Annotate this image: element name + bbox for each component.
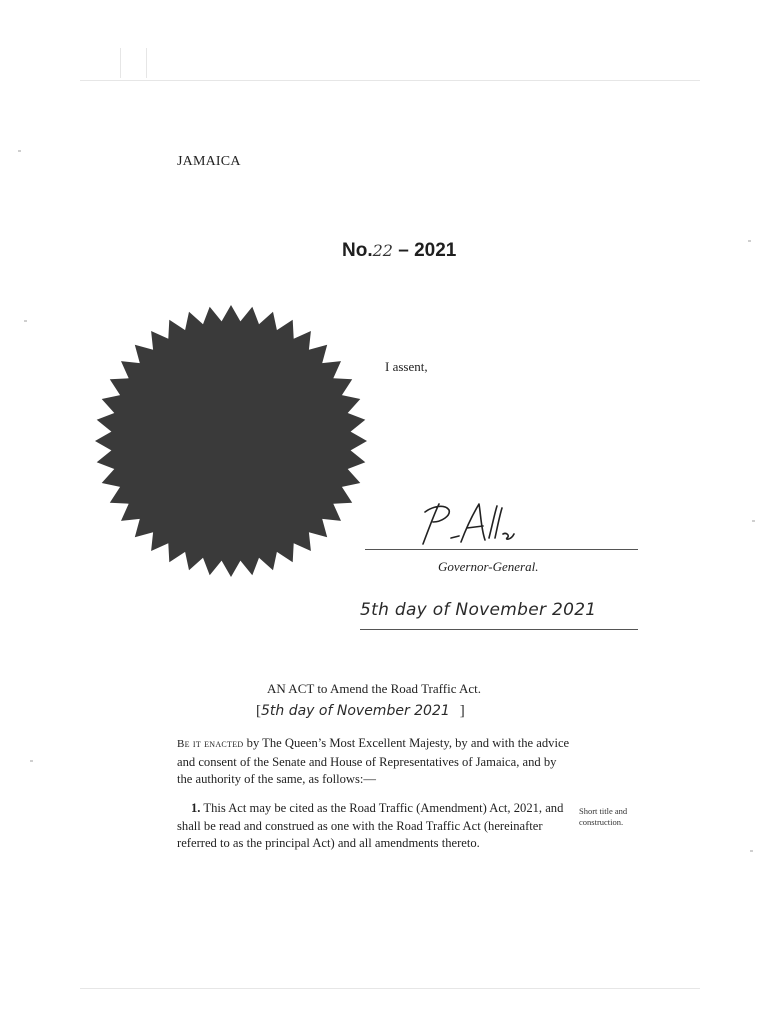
scan-speck [750,850,753,852]
act-number [342,240,456,262]
scan-artifact-mark [120,48,121,78]
commencement-open-bracket: [ [256,703,261,719]
scan-speck [24,320,27,322]
signature-line [365,549,638,550]
act-number-year: – 2021 [398,240,457,261]
section-1-text: This Act may be cited as the Road Traffic (Amendment) Act, 2021, and shall be read and construed as one with the Road Traffic Act (hereinafter referred to as the principal Act) and all amendments thereto. [177,801,564,850]
scan-speck [752,520,755,522]
enacting-lead: Be it enacted [177,738,244,750]
act-number-handwritten: 22 [372,241,393,260]
governor-general-signature [415,498,515,548]
act-number-prefix: No. [342,240,373,261]
seal-starburst [95,305,367,577]
assent-date-handwritten: 5th day of November 2021 [360,600,597,620]
section-1-number: 1. [191,801,201,815]
scan-artifact-top [80,80,700,81]
commencement-date-handwritten: 5th day of November 2021 [261,703,450,719]
section-1-marginal-note: Short title and construction. [579,806,628,827]
seal-icon [94,304,368,578]
scan-artifact-mark [146,48,147,78]
section-1 [177,800,573,853]
enacting-formula [177,735,573,789]
commencement-close-bracket: ] [459,703,465,719]
scan-speck [18,150,21,152]
act-long-title: AN ACT to Amend the Road Traffic Act. [267,681,482,696]
country-heading: JAMAICA [177,154,241,169]
scan-speck [748,240,751,242]
assent-text: I assent, [385,359,428,374]
enacting-text: by The Queen’s Most Excellent Majesty, by and with the advice and consent of the Senate and House of Representatives of Jamaica, and by the authority of the same, as follows:— [177,736,570,786]
scan-artifact-bottom [80,988,700,989]
assent-date-line [360,629,638,630]
signatory-title: Governor-General. [438,559,539,574]
scan-speck [30,760,33,762]
commencement-date [256,703,465,720]
